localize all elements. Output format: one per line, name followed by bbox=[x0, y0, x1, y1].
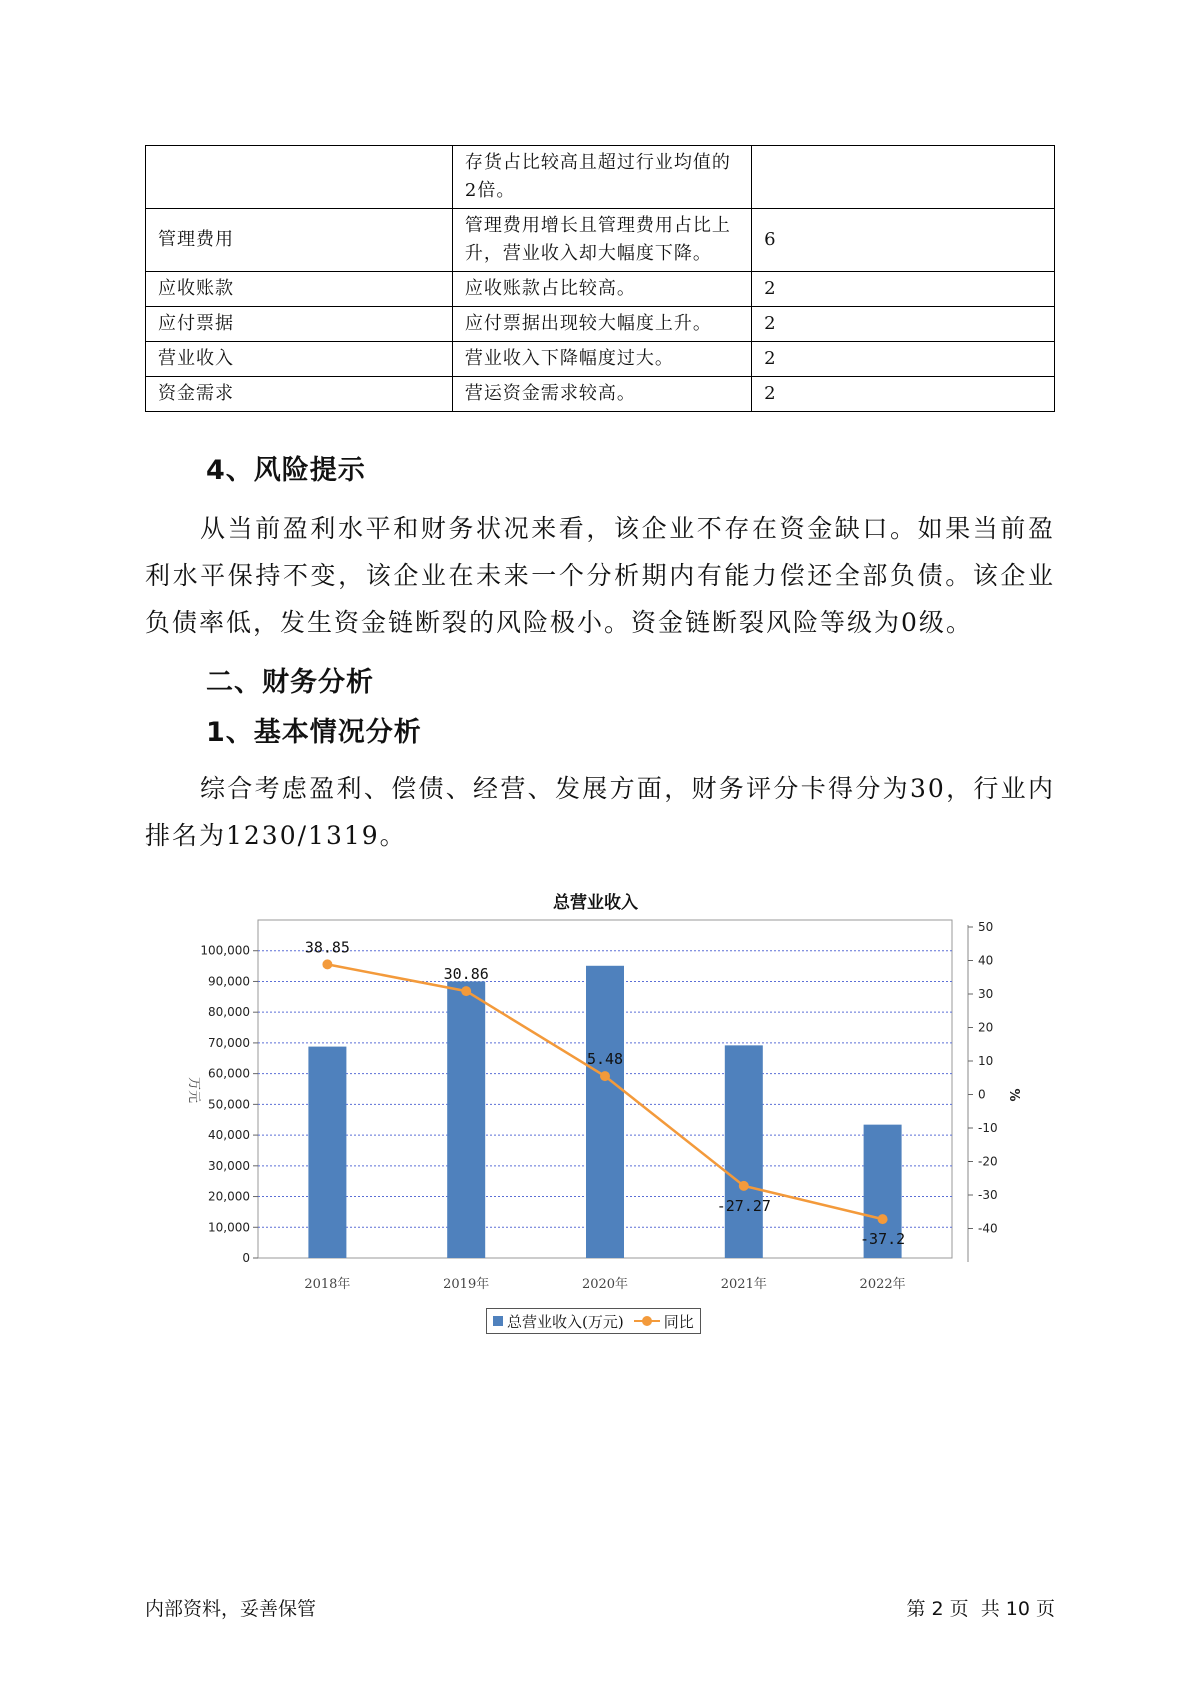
y-tick-label: 100,000 bbox=[200, 943, 250, 958]
y2-tick-label: 10 bbox=[978, 1054, 994, 1068]
risk-heading: 4、风险提示 bbox=[206, 455, 366, 486]
bar bbox=[447, 981, 485, 1258]
y-tick-label: 90,000 bbox=[208, 974, 250, 989]
table-cell-desc: 存货占比较高且超过行业均值的2倍。 bbox=[452, 146, 751, 209]
y2-tick-label: -30 bbox=[978, 1188, 998, 1202]
table-cell-item: 营业收入 bbox=[146, 342, 453, 377]
basic-heading: 1、基本情况分析 bbox=[206, 717, 422, 748]
table-cell-desc: 营业收入下降幅度过大。 bbox=[452, 342, 751, 377]
x-tick-label: 2022年 bbox=[859, 1277, 906, 1292]
x-tick-label: 2018年 bbox=[304, 1277, 351, 1292]
y2-tick-label: 30 bbox=[978, 987, 994, 1001]
table-cell-score: 2 bbox=[752, 377, 1055, 412]
x-tick-label: 2019年 bbox=[443, 1277, 490, 1292]
y-tick-label: 60,000 bbox=[208, 1066, 250, 1081]
y-tick-label: 70,000 bbox=[208, 1035, 250, 1050]
risk-paragraph: 从当前盈利水平和财务状况来看，该企业不存在资金缺口。如果当前盈利水平保持不变，该企业在未来一个分析期内有能力偿还全部负债。该企业负债率低，发生资金链断裂的风险极小。资金链断裂风险等级为0级。 bbox=[145, 514, 1055, 637]
yoy-data-label: -37.2 bbox=[860, 1230, 906, 1249]
y-tick-label: 0 bbox=[242, 1251, 250, 1265]
y2-axis-label: % bbox=[1006, 1088, 1021, 1102]
table-cell-score: 6 bbox=[752, 209, 1055, 272]
line-legend-swatch bbox=[634, 1316, 660, 1326]
yoy-point bbox=[600, 1071, 610, 1081]
table-cell-score: 2 bbox=[752, 307, 1055, 342]
y2-tick-label: 50 bbox=[978, 920, 994, 934]
table-cell-desc: 管理费用增长且管理费用占比上升，营业收入却大幅度下降。 bbox=[452, 209, 751, 272]
bar-legend-label: 总营业收入(万元) bbox=[507, 1312, 624, 1331]
table-cell-score: 2 bbox=[752, 272, 1055, 307]
bar bbox=[308, 1047, 346, 1258]
basic-paragraph: 综合考虑盈利、偿债、经营、发展方面，财务评分卡得分为30，行业内排名为1230/1319。 bbox=[145, 774, 1055, 850]
table-cell-score: 2 bbox=[752, 342, 1055, 377]
table-cell-item: 应收账款 bbox=[146, 272, 453, 307]
y2-tick-label: -10 bbox=[978, 1121, 998, 1135]
chart-legend bbox=[486, 1308, 701, 1334]
footer-confidential: 内部资料，妥善保管 bbox=[145, 1598, 317, 1620]
y-tick-label: 40,000 bbox=[208, 1128, 250, 1143]
finance-heading: 二、财务分析 bbox=[206, 667, 374, 698]
yoy-point bbox=[878, 1214, 888, 1224]
y2-tick-label: -20 bbox=[978, 1154, 998, 1169]
table-cell-item: 资金需求 bbox=[146, 377, 453, 412]
yoy-data-label: 38.85 bbox=[304, 938, 350, 957]
yoy-point bbox=[322, 959, 332, 969]
yoy-point bbox=[461, 986, 471, 996]
table-cell-item: 管理费用 bbox=[146, 209, 453, 272]
x-tick-label: 2020年 bbox=[581, 1277, 629, 1292]
y-tick-label: 10,000 bbox=[208, 1220, 250, 1235]
y2-tick-label: 40 bbox=[978, 953, 994, 968]
y-tick-label: 80,000 bbox=[208, 1005, 250, 1020]
y-tick-label: 20,000 bbox=[208, 1189, 250, 1204]
bar bbox=[586, 966, 624, 1258]
yoy-point bbox=[739, 1181, 749, 1191]
table-cell-desc: 应付票据出现较大幅度上升。 bbox=[452, 307, 751, 342]
y-tick-label: 30,000 bbox=[208, 1158, 250, 1173]
y2-tick-label: 0 bbox=[978, 1087, 986, 1102]
yoy-data-label: -27.27 bbox=[716, 1196, 771, 1215]
bar bbox=[725, 1045, 763, 1258]
footer-page-number: 第 2 页 共 10 页 bbox=[906, 1598, 1055, 1620]
table-cell-desc: 应收账款占比较高。 bbox=[452, 272, 751, 307]
y-axis-label: 万元 bbox=[186, 1076, 201, 1104]
yoy-data-label: 5.48 bbox=[586, 1050, 624, 1069]
x-tick-label: 2021年 bbox=[720, 1277, 767, 1292]
table-cell-desc: 营运资金需求较高。 bbox=[452, 377, 751, 412]
line-legend-label: 同比 bbox=[663, 1312, 694, 1331]
y2-tick-label: 20 bbox=[978, 1020, 994, 1035]
yoy-data-label: 30.86 bbox=[443, 965, 489, 984]
y-tick-label: 50,000 bbox=[208, 1097, 250, 1112]
y2-tick-label: -40 bbox=[978, 1221, 998, 1236]
chart-title: 总营业收入 bbox=[553, 893, 638, 913]
table-cell-item: 应付票据 bbox=[146, 307, 453, 342]
bar-legend-swatch bbox=[493, 1316, 503, 1326]
